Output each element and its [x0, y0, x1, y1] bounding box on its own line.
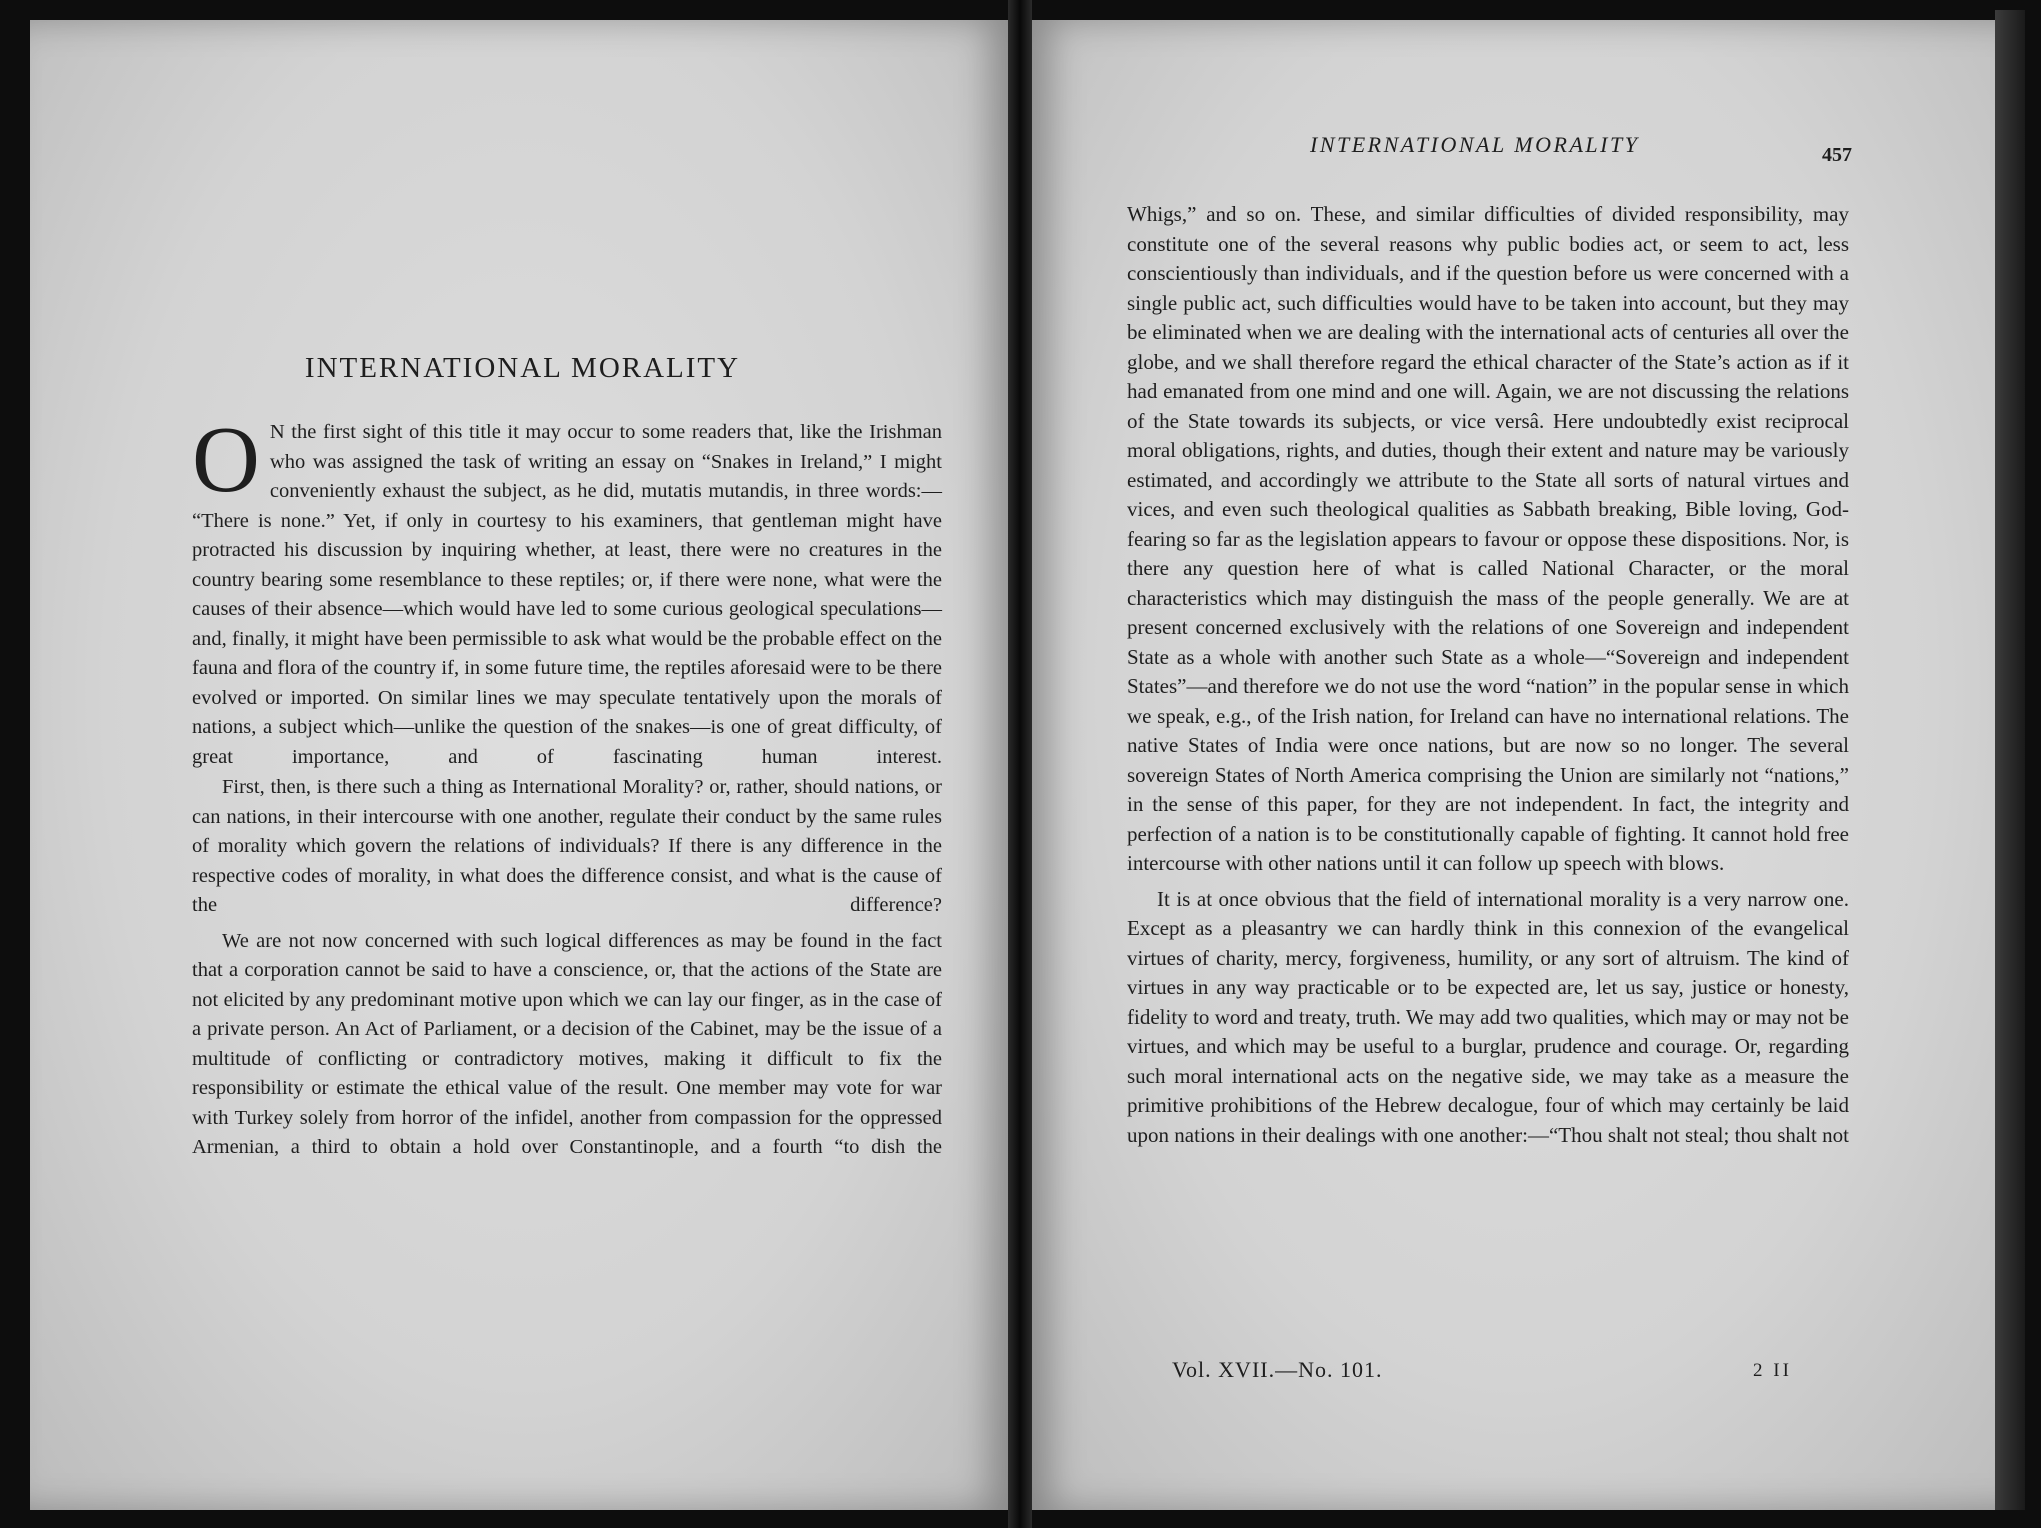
- paragraph-1: [192, 408, 942, 772]
- paragraph-3: We are not now concerned with such logical differences as may be found in the fact that a corporation cannot be said to have a conscience, or, that the actions of the State are not elicited by any predominant motive upon which we can lay our finger, as in the case of a private person. An Act of Parliament, or a decision of the Cabinet, may be the issue of a multitude of conflicting or contradictory motives, making it difficult to fix the responsibility or estimate the ethical value of the result. One member may vote for war with Turkey solely from horror of the infidel, another from compassion for the oppressed Armenian, a third to obtain a hold over Constantinople, and a fourth “to dish the: [192, 929, 942, 1158]
- paragraph-1-text: N the first sight of this title it may occur to some readers that, like the Irishman who was assigned the task of writing an essay on “Snakes in Ireland,” I might conveniently exhaust the subject, as he did, mutatis mutandis, in three words:— “There is none.” Yet, if only in courtesy to his examiners, that gentleman might have protracted his discussion by inquiring whether, at least, there were no creatures in the country bearing some resemblance to these reptiles; or, if there were none, what were the causes of their absence—which would have led to some curious geological speculations—and, finally, it might have been permissible to ask what would be the probable effect on the fauna and flora of the country if, in some future time, the reptiles aforesaid were to be there evolved or imported. On similar lines we may speculate tentatively upon the morals of nations, a subject which—unlike the question of the snakes—is one of great difficulty, of great importance, and of fascinating human interest.: [192, 421, 942, 768]
- page-edge: [1995, 10, 2025, 1510]
- right-page: [1025, 20, 2010, 1510]
- page-number: 457: [1822, 144, 1852, 166]
- drop-cap: O: [192, 408, 260, 512]
- right-column: [1127, 200, 1849, 1150]
- article-title: INTERNATIONAL MORALITY: [304, 352, 741, 384]
- paragraph-2: First, then, is there such a thing as International Morality? or, rather, should nations, or can nations, in their intercourse with one another, regulate their conduct by the same rules of morality which govern the relations of individuals? If there is any difference in the respective codes of morality, in what does the difference consist, and what is the cause of the difference?: [192, 776, 942, 916]
- left-column: [192, 408, 942, 1163]
- footer-signature: 2 II: [1753, 1360, 1792, 1381]
- book-gutter: [1008, 0, 1032, 1528]
- running-head: INTERNATIONAL MORALITY: [1310, 132, 1640, 157]
- paragraph-4: Whigs,” and so on. These, and similar difficulties of divided responsibility, may constitute one of the several reasons why public bodies act, or seem to act, less conscientiously than individuals, and if the question before us were concerned with a single public act, such difficulties would have to be taken into account, but they may be eliminated when we are dealing with the international acts of centuries all over the globe, and we shall therefore regard the ethical character of the State’s action as if it had emanated from one mind and one will. Again, we are not discussing the relations of the State towards its subjects, or vice versâ. Here undoubtedly exist reciprocal moral obligations, rights, and duties, though their extent and nature may be variously estimated, and accordingly we attribute to the State all sorts of natural virtues and vices, and even such theological qualities as Sabbath breaking, Bible loving, God-fearing so far as the legislation appears to favour or oppose these dispositions. Nor, is there any question here of what is called National Character, or the moral characteristics which may distinguish the mass of the people generally. We are at present concerned exclusively with the relations of one Sovereign and independent State as a whole with another such State as a whole—“Sovereign and independent States”—and therefore we do not use the word “nation” in the popular sense in which we speak, e.g., of the Irish nation, for Ireland can have no international relations. The native States of India were once nations, but are now so no longer. The several sovereign States of North America comprising the Union are similarly not “nations,” in the sense of this paper, for they are not independent. In fact, the integrity and perfection of a nation is to be constitutionally capable of fighting. It cannot hold free intercourse with other nations until it can follow up speech with blows.: [1127, 202, 1849, 875]
- paragraph-5: It is at once obvious that the field of international morality is a very narrow one. Except as a pleasantry we can hardly think in this connexion of the evangelical virtues of charity, mercy, forgiveness, humility, or any sort of altruism. The kind of virtues in any way practicable or to be expected are, let us say, justice or honesty, fidelity to word and treaty, truth. We may add two qualities, which may or may not be virtues, and which may be useful to a burglar, prudence and courage. Or, regarding such moral international acts on the negative side, we may take as a measure the primitive prohibitions of the Hebrew decalogue, four of which may certainly be laid upon nations in their dealings with one another:—“Thou shalt not steal; thou shalt not: [1127, 886, 1849, 1147]
- left-page: [30, 20, 1015, 1510]
- footer-volume: Vol. XVII.—No. 101.: [1172, 1357, 1383, 1382]
